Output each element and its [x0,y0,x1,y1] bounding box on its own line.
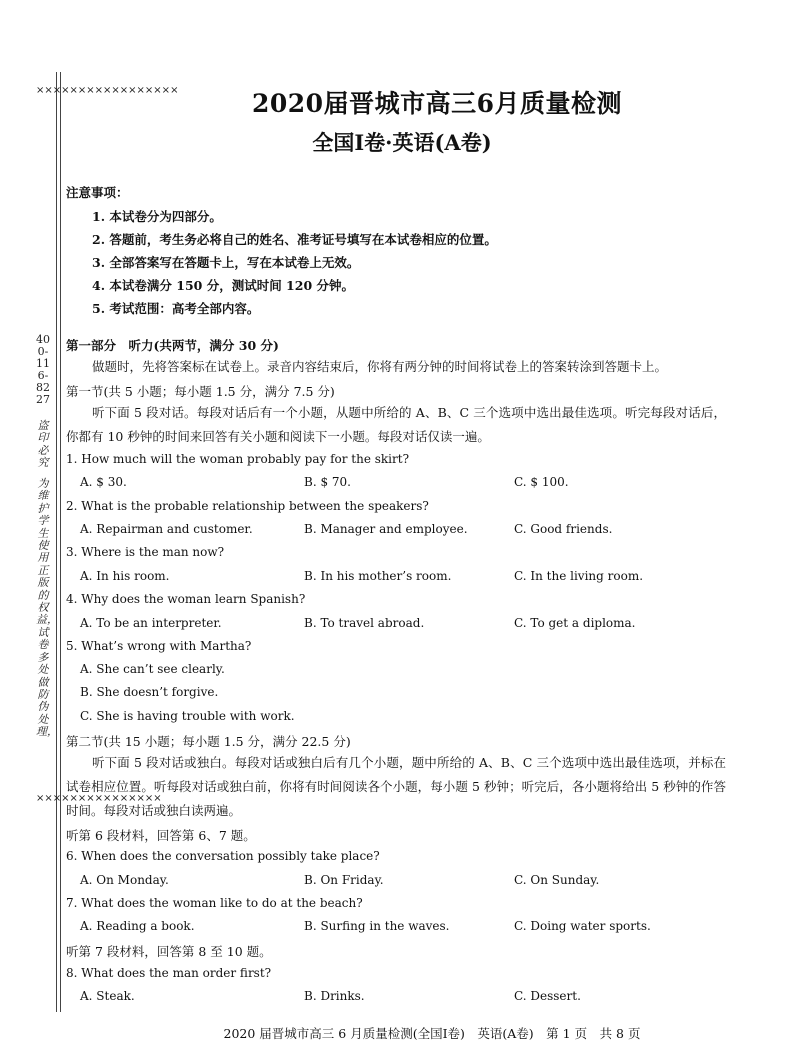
notes-heading: 注意事项： [66,185,129,200]
binding-border-line [56,72,61,1012]
option-c: C. Good friends. [514,522,613,536]
option-c: C. To get a diploma. [514,616,636,630]
note-item: 4. 本试卷满分 150 分，测试时间 120 分钟。 [92,278,354,293]
note-item: 2. 答题前，考生务必将自己的姓名、准考证号填写在本试卷相应的位置。 [92,232,497,247]
question-stem: 1. How much will the woman probably pay for the skirt? [66,452,410,466]
option-a: A. To be an interpreter. [80,616,222,630]
section1-heading: 第一节(共 5 小题；每小题 1.5 分，满分 7.5 分) [66,384,335,399]
margin-notice: 为维护学生使用正版的权益，试卷多处做防伪处理， [36,477,58,739]
option-c: C. She is having trouble with work. [80,709,295,723]
option-a: A. On Monday. [80,873,169,887]
option-b: B. On Friday. [304,873,384,887]
material-6-note: 听第 6 段材料，回答第 6、7 题。 [66,828,256,843]
option-a: A. In his room. [80,569,170,583]
option-a: A. $ 30. [80,475,127,489]
question-stem: 5. What’s wrong with Martha? [66,639,252,653]
note-item: 5. 考试范围：高考全部内容。 [92,301,260,316]
option-b: B. $ 70. [304,475,351,489]
option-b: B. Drinks. [304,989,365,1003]
option-a: A. Reading a book. [80,919,195,933]
option-c: C. Doing water sports. [514,919,651,933]
margin-crosses-bottom: ××××××××××××××× [36,793,162,804]
material-7-note: 听第 7 段材料，回答第 8 至 10 题。 [66,944,272,959]
question-stem: 7. What does the woman like to do at the beach? [66,896,363,910]
option-a: A. She can’t see clearly. [80,662,225,676]
question-stem: 3. Where is the man now? [66,545,225,559]
option-c: C. On Sunday. [514,873,600,887]
note-item: 3. 全部答案写在答题卡上，写在本试卷上无效。 [92,255,360,270]
section2-intro: 听下面 5 段对话或独白。每段对话或独白后有几个小题，题中所给的 A、B、C 三个选项中选出最佳选项，并标在试卷相应位置。听每段对话或独白前，你将有时间阅读各个小题，每小题 5 秒钟；听完后，各小题将给出 5 秒钟的作答时间。每段对话或独白读两遍。 [66,755,726,818]
option-a: A. Steak. [80,989,135,1003]
margin-hotline: 400-116-8227 [36,333,50,406]
option-c: C. $ 100. [514,475,569,489]
option-c: C. Dessert. [514,989,581,1003]
margin-crosses-top: ××××××××××××××××× [36,85,179,96]
section2-heading: 第二节(共 15 小题；每小题 1.5 分，满分 22.5 分) [66,734,351,749]
page-footer: 2020 届晋城市高三 6 月质量检测(全国Ⅰ卷) 英语(A卷) 第 1 页 共 8 页 [223,1026,641,1041]
part1-heading: 第一部分 听力(共两节，满分 30 分) [66,338,279,353]
page-subtitle: 全国Ⅰ卷·英语(A卷) [312,130,492,155]
question-stem: 2. What is the probable relationship between the speakers? [66,499,429,513]
option-a: A. Repairman and customer. [80,522,253,536]
option-b: B. In his mother’s room. [304,569,452,583]
question-stem: 4. Why does the woman learn Spanish? [66,592,306,606]
part1-intro: 做题时，先将答案标在试卷上。录音内容结束后，你将有两分钟的时间将试卷上的答案转涂到答题卡上。 [92,359,668,374]
question-stem: 8. What does the man order first? [66,966,272,980]
option-c: C. In the living room. [514,569,644,583]
option-b: B. Surfing in the waves. [304,919,450,933]
margin-notice-end: 盗印必究 [37,419,49,470]
note-item: 1. 本试卷分为四部分。 [92,209,222,224]
question-stem: 6. When does the conversation possibly take place? [66,849,380,863]
page-title: 2020届晋城市高三6月质量检测 [252,89,622,118]
option-b: B. To travel abroad. [304,616,425,630]
option-b: B. She doesn’t forgive. [80,685,219,699]
section1-intro: 听下面 5 段对话。每段对话后有一个小题，从题中所给的 A、B、C 三个选项中选出最佳选项。听完每段对话后，你都有 10 秒钟的时间来回答有关小题和阅读下一小题。每段对话仅读一遍。 [66,405,726,444]
option-b: B. Manager and employee. [304,522,468,536]
